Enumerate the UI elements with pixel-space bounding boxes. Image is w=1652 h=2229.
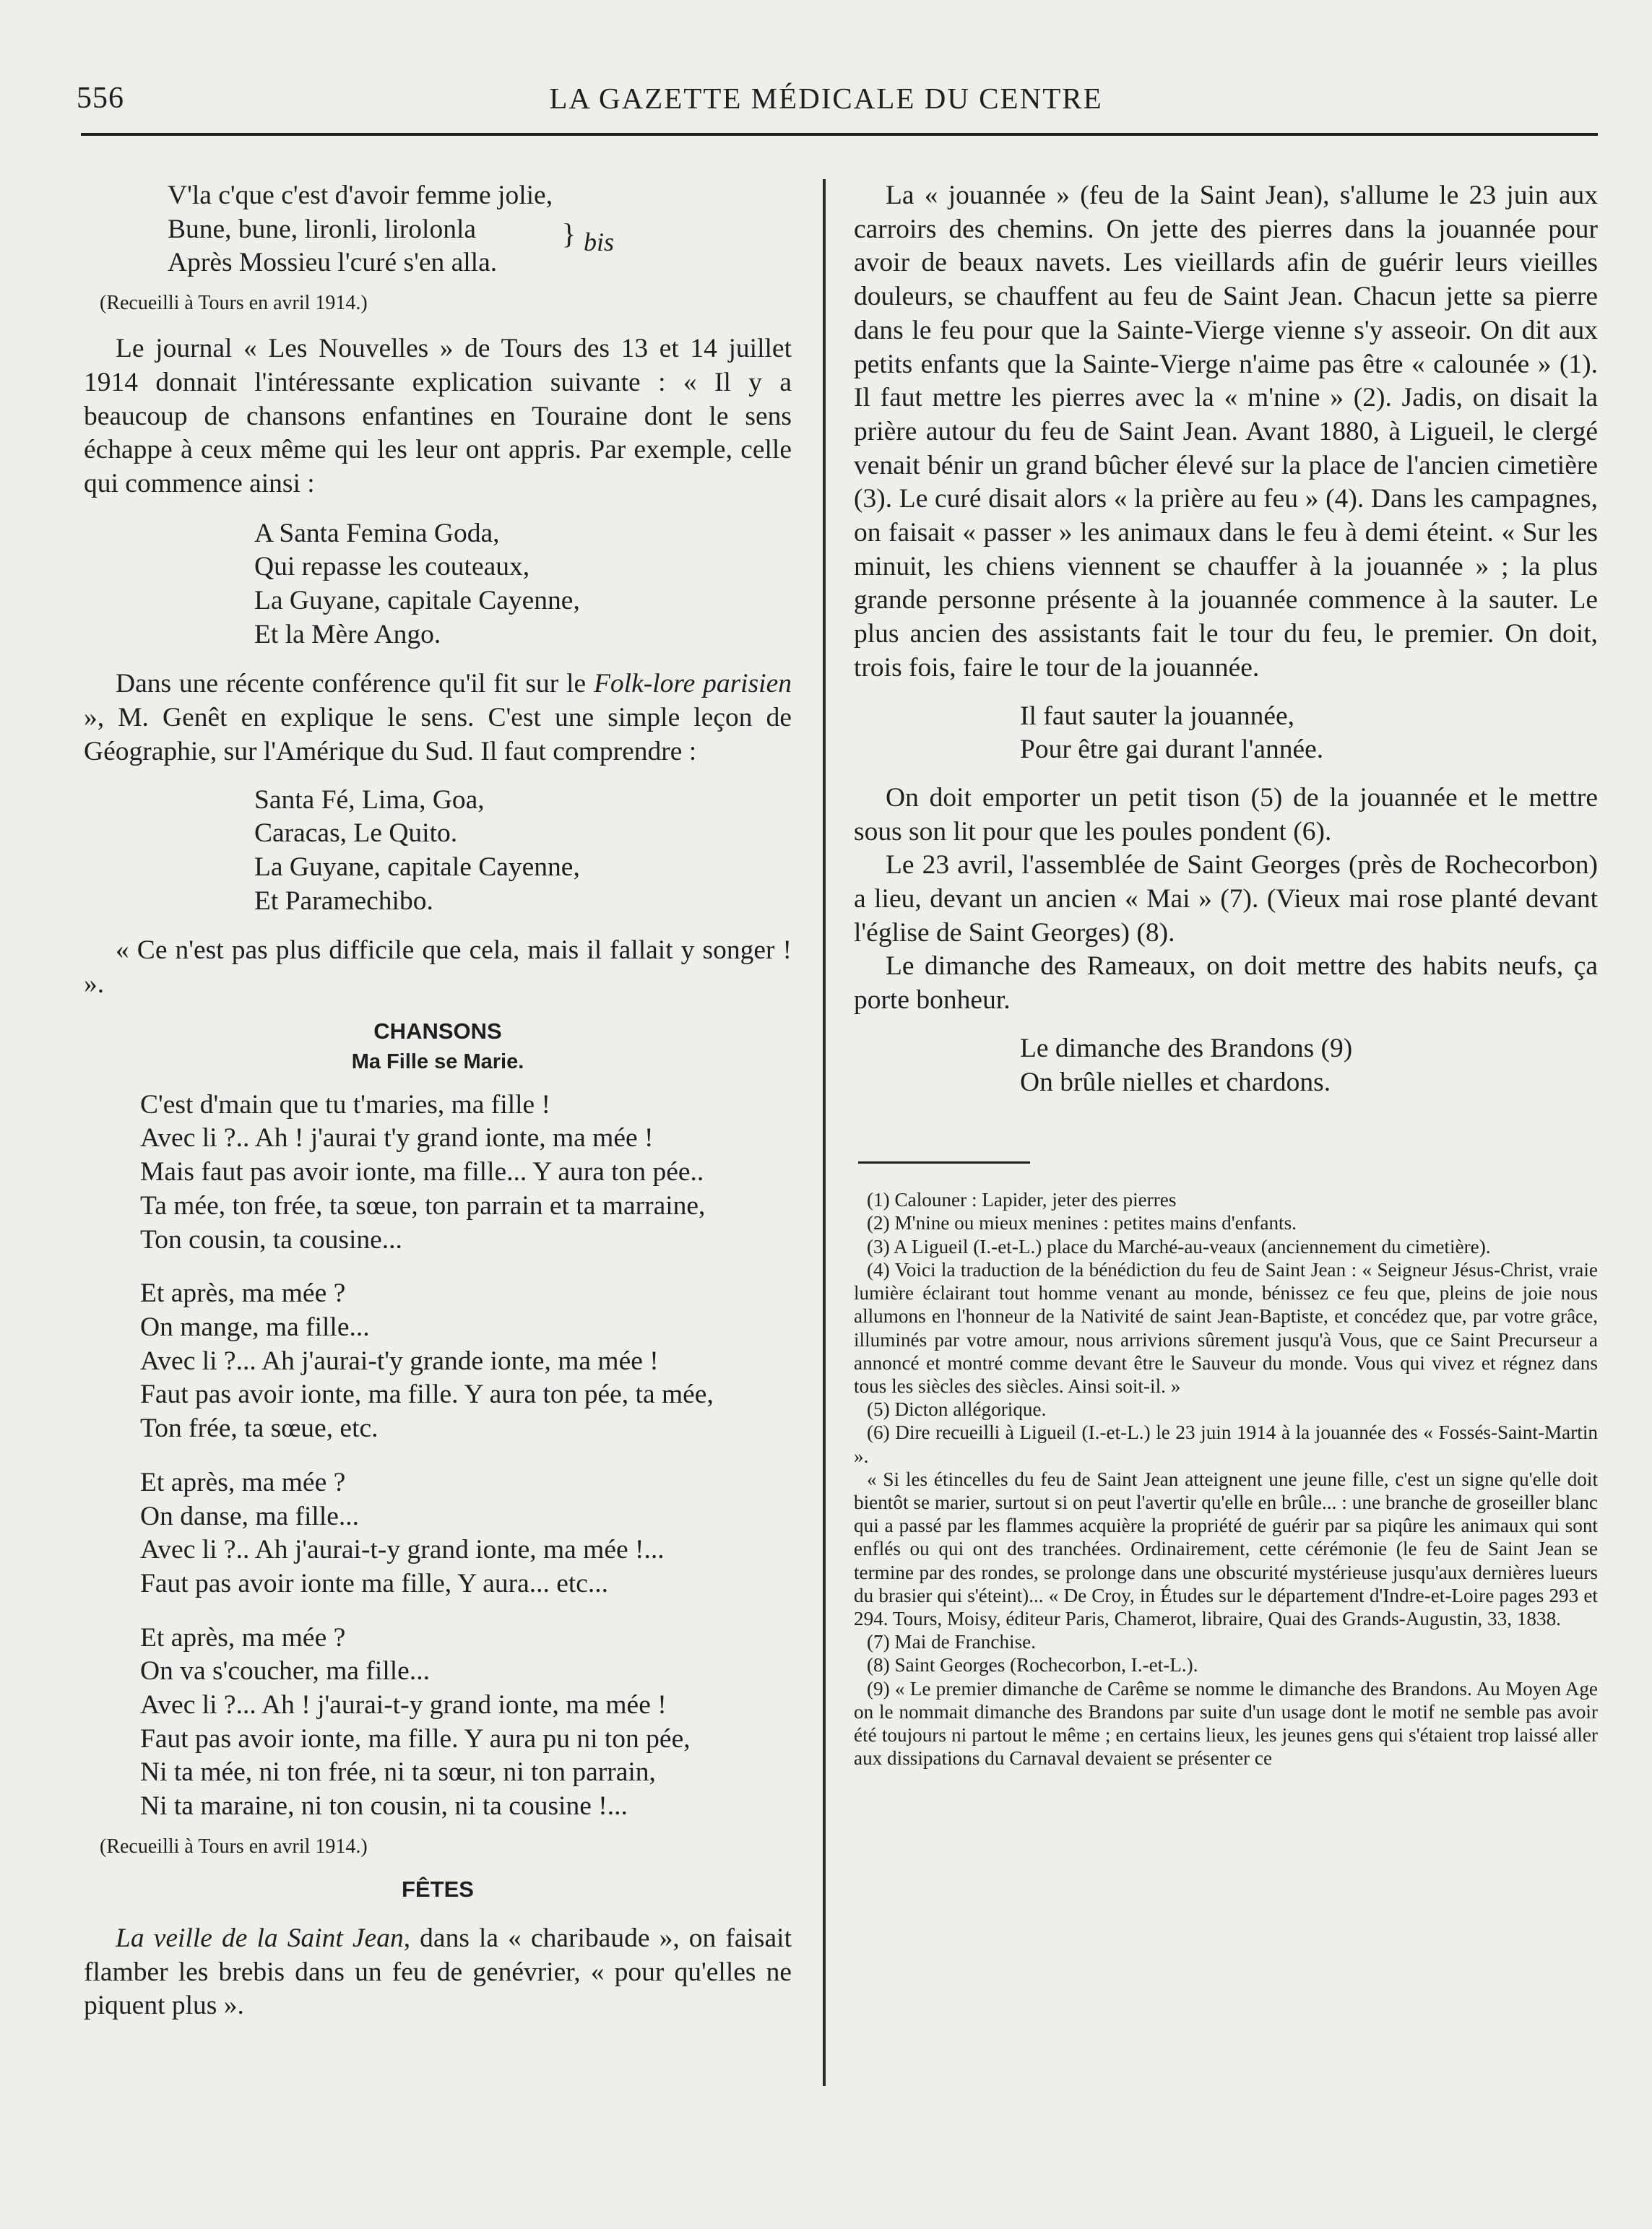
- footnote: (4) Voici la traduction de la bénédiction du feu de Saint Jean : « Seigneur Jésus-Christ, vraie lumière éclairant tout homme venant au monde, bénissez ce feu que, pleins de joie nous allumons en l'honneur de la Nativité de saint Jean-Baptiste, et concédez que, par votre grâce, illuminés par votre amour, nous arrivions sûrement jusqu'à Vous, que ce Saint Precurseur a annoncé et montré comme devant être le Sauveur du monde. Vous qui vivez et régnez dans tous les siècles des siècles. Ainsi soit-il. »: [854, 1258, 1598, 1397]
- text-italic: La veille de la Saint Jean: [116, 1923, 404, 1953]
- footnote: (1) Calouner : Lapider, jeter des pierres: [867, 1189, 1177, 1211]
- paragraph: Le dimanche des Rameaux, on doit mettre des habits neufs, ça porte bonheur.: [854, 951, 1598, 1016]
- paragraph: La « jouannée » (feu de la Saint Jean), s'allume le 23 juin aux carroirs des chemins. On jette des pierres dans la jouannée pour avoir de beaux navets. Les vieillards afin de guérir leurs vieilles douleurs, se chauffent au feu de Saint Jean. Chacun jette sa pierre dans le feu pour que la Sainte-Vierge vienne s'y asseoir. On dit aux petits enfants que la Sainte-Vierge n'aime pas être « calounée » (1). Il faut mettre les pierres avec la « m'nine » (2). Jadis, on disait la prière autour du feu de Saint Jean. Avant 1880, à Ligueil, le clergé venait bénir un grand bûcher élevé sur la place de l'ancien cimetière (3). Le curé disait alors « la prière au feu » (4). Dans les campagnes, on faisait « passer » les animaux dans le feu à demi éteint. « Sur les minuit, les chiens viennent se chauffer à la jouannée » ; la plus grande personne présente à la jouannée commence à la sauter. Le plus ancien des assistants fait le tour du feu, le premier. On doit, trois fois, faire le tour de la jouannée.: [854, 181, 1598, 683]
- verse-line: On brûle nielles et chardons.: [1020, 1067, 1331, 1097]
- verse-line: Bune, bune, lironli, lirolonla: [168, 214, 477, 244]
- verse-line: Et après, ma mée ?: [140, 1278, 346, 1309]
- footnote: (7) Mai de Franchise.: [867, 1631, 1037, 1653]
- verse-line: On va s'coucher, ma fille...: [140, 1656, 430, 1687]
- verse-line: Caracas, Le Quito.: [254, 818, 458, 849]
- footnote: (6) Dire recueilli à Ligueil (I.-et-L.) le 23 juin 1914 à la jouannée des « Fossés-Saint-Martin ».: [854, 1421, 1598, 1467]
- verse-line: Et après, ma mée ?: [140, 1467, 346, 1497]
- text-italic: Folk-lore parisien: [594, 669, 792, 699]
- verse-jouannee: [1020, 700, 1598, 767]
- text-run: Dans une récente conférence qu'il fit sur le: [116, 669, 594, 699]
- verse-line: Santa Fé, Lima, Goa,: [254, 784, 485, 815]
- song-title: Ma Fille se Marie.: [351, 1049, 524, 1073]
- verse-line: Faut pas avoir ionte, ma fille. Y aura ton pée, ta mée,: [140, 1380, 714, 1410]
- verse-line: Ta mée, ton frée, ta sœue, ton parrain et ta marraine,: [140, 1190, 706, 1221]
- verse-intro: [84, 179, 792, 280]
- footnote: (3) A Ligueil (I.-et-L.) place du Marché-au-veaux (anciennement du cimetière).: [867, 1235, 1491, 1258]
- paragraph: Le journal « Les Nouvelles » de Tours des 13 et 14 juillet 1914 donnait l'intéressante explication suivante : « Il y a beaucoup de chansons enfantines en Touraine dont le sens échappe à ceux même qui les leur ont appris. Par exemple, celle qui commence ainsi :: [84, 334, 792, 498]
- column-divider: [823, 179, 826, 2086]
- bis-mark: bis: [584, 228, 615, 256]
- verse-line: Le dimanche des Brandons (9): [1020, 1033, 1353, 1063]
- verse-line: Ton frée, ta sœue, etc.: [140, 1414, 379, 1444]
- verse-line: Il faut sauter la jouannée,: [1020, 701, 1295, 731]
- text-run: », M. Genêt en explique le sens. C'est une simple leçon de Géographie, sur l'Amérique du Sud. Il faut comprendre :: [84, 703, 792, 766]
- song-stanza: [140, 1622, 792, 1824]
- footnote-rule: [858, 1161, 1030, 1164]
- verse-line: Avec li ?... Ah j'aurai-t'y grande ionte, ma mée !: [140, 1346, 659, 1376]
- verse-line: Et après, ma mée ?: [140, 1622, 346, 1653]
- verse-line: A Santa Femina Goda,: [254, 518, 500, 548]
- paragraph: [84, 1922, 792, 2023]
- section-heading: CHANSONS: [373, 1018, 502, 1044]
- footnote: (9) « Le premier dimanche de Carême se nomme le dimanche des Brandons. Au Moyen Age on le nommait dimanche des Brandons par suite d'un usage dont le motif ne semble pas avoir été toujours ni partout le même ; en certains lieux, les jeunes gens qui s'étaient trop laissé aller aux dissipations du Carnaval devaient se présenter ce: [854, 1677, 1598, 1770]
- verse-line: Après Mossieu l'curé s'en alla.: [168, 248, 498, 278]
- verse-santa: [254, 517, 792, 652]
- header-rule: [81, 133, 1598, 136]
- verse-line: La Guyane, capitale Cayenne,: [254, 852, 580, 882]
- section-heading: FÊTES: [402, 1876, 474, 1902]
- verse-line: On mange, ma fille...: [140, 1312, 370, 1342]
- footnote: (2) M'nine ou mieux menines : petites mains d'enfants.: [867, 1212, 1297, 1234]
- source-note: (Recueilli à Tours en avril 1914.): [100, 292, 368, 315]
- brace: }: [562, 217, 576, 250]
- right-column: [854, 179, 1598, 1770]
- song-stanza: [140, 1088, 792, 1258]
- verse-line: Avec li ?... Ah ! j'aurai-t-y grand ionte, ma mée !: [140, 1690, 667, 1721]
- text-run: , dans la « charibaude », on faisait flamber les brebis dans un feu de genévrier, « pour qu'elles ne piquent plus ».: [84, 1923, 792, 2021]
- verse-line: C'est d'main que tu t'maries, ma fille !: [140, 1089, 551, 1120]
- verse-line: Et la Mère Ango.: [254, 619, 441, 649]
- verse-line: Avec li ?.. Ah ! j'aurai t'y grand ionte, ma mée !: [140, 1123, 654, 1154]
- paragraph: [84, 667, 792, 769]
- verse-line: Pour être gai durant l'année.: [1020, 735, 1324, 765]
- source-note: (Recueilli à Tours en avril 1914.): [100, 1835, 368, 1858]
- verse-line: Ton cousin, ta cousine...: [140, 1224, 402, 1255]
- verse-line: Avec li ?.. Ah j'aurai-t-y grand ionte, ma mée !...: [140, 1535, 665, 1565]
- verse-geo: [254, 784, 792, 919]
- verse-line: Ni ta maraine, ni ton cousin, ni ta cousine !...: [140, 1791, 628, 1822]
- footnotes: [854, 1188, 1598, 1770]
- verse-line: Faut pas avoir ionte ma fille, Y aura... etc...: [140, 1568, 609, 1598]
- verse-line: Mais faut pas avoir ionte, ma fille... Y aura ton pée..: [140, 1157, 704, 1187]
- page-number: 556: [77, 82, 124, 115]
- verse-line: Et Paramechibo.: [254, 886, 433, 916]
- footnote: « Si les étincelles du feu de Saint Jean atteignent une jeune fille, c'est un signe qu'elle doit bientôt se marier, surtout si on peut l'avertir qu'elle en brûle... : une branche de groseiller blanc qui a passé par les flammes acquière la propriété de guérir par sa piqûre les animaux qui sont enflés ou qui ont des tranchées. Ordinairement, cette cérémonie (le feu de Saint Jean se termine par des rondes, se prolonge dans une obscurité mystérieuse jusqu'aux dernières lueurs du brasier qui s'éteint)... « De Croy, in Études sur le département d'Indre-et-Loire pages 293 et 294. Tours, Moisy, éditeur Paris, Chamerot, libraire, Quai des Grands-Augustin, 33, 1838.: [854, 1468, 1598, 1629]
- paragraph: Le 23 avril, l'assemblée de Saint Georges (près de Rochecorbon) a lieu, devant un ancien « Mai » (7). (Vieux mai rose planté devant l'église de Saint Georges) (8).: [854, 850, 1598, 948]
- left-column: [84, 179, 792, 2023]
- verse-line: Faut pas avoir ionte, ma fille. Y aura pu ni ton pée,: [140, 1723, 691, 1754]
- song-stanza: [140, 1277, 792, 1446]
- verse-line: La Guyane, capitale Cayenne,: [254, 586, 580, 616]
- song-stanza: [140, 1466, 792, 1601]
- verse-line: Ni ta mée, ni ton frée, ni ta sœur, ni ton parrain,: [140, 1757, 656, 1788]
- verse-line: On danse, ma fille...: [140, 1501, 360, 1531]
- footnote: (8) Saint Georges (Rochecorbon, I.-et-L.).: [867, 1654, 1198, 1676]
- running-title: LA GAZETTE MÉDICALE DU CENTRE: [549, 82, 1103, 115]
- verse-line: V'la c'que c'est d'avoir femme jolie,: [168, 181, 553, 210]
- paragraph: On doit emporter un petit tison (5) de la jouannée et le mettre sous son lit pour que les poules pondent (6).: [854, 782, 1598, 847]
- verse-line: Qui repasse les couteaux,: [254, 552, 530, 582]
- footnote: (5) Dicton allégorique.: [867, 1398, 1047, 1421]
- verse-brandons: [1020, 1032, 1598, 1099]
- paragraph: « Ce n'est pas plus difficile que cela, mais il fallait y songer ! ».: [84, 935, 792, 1000]
